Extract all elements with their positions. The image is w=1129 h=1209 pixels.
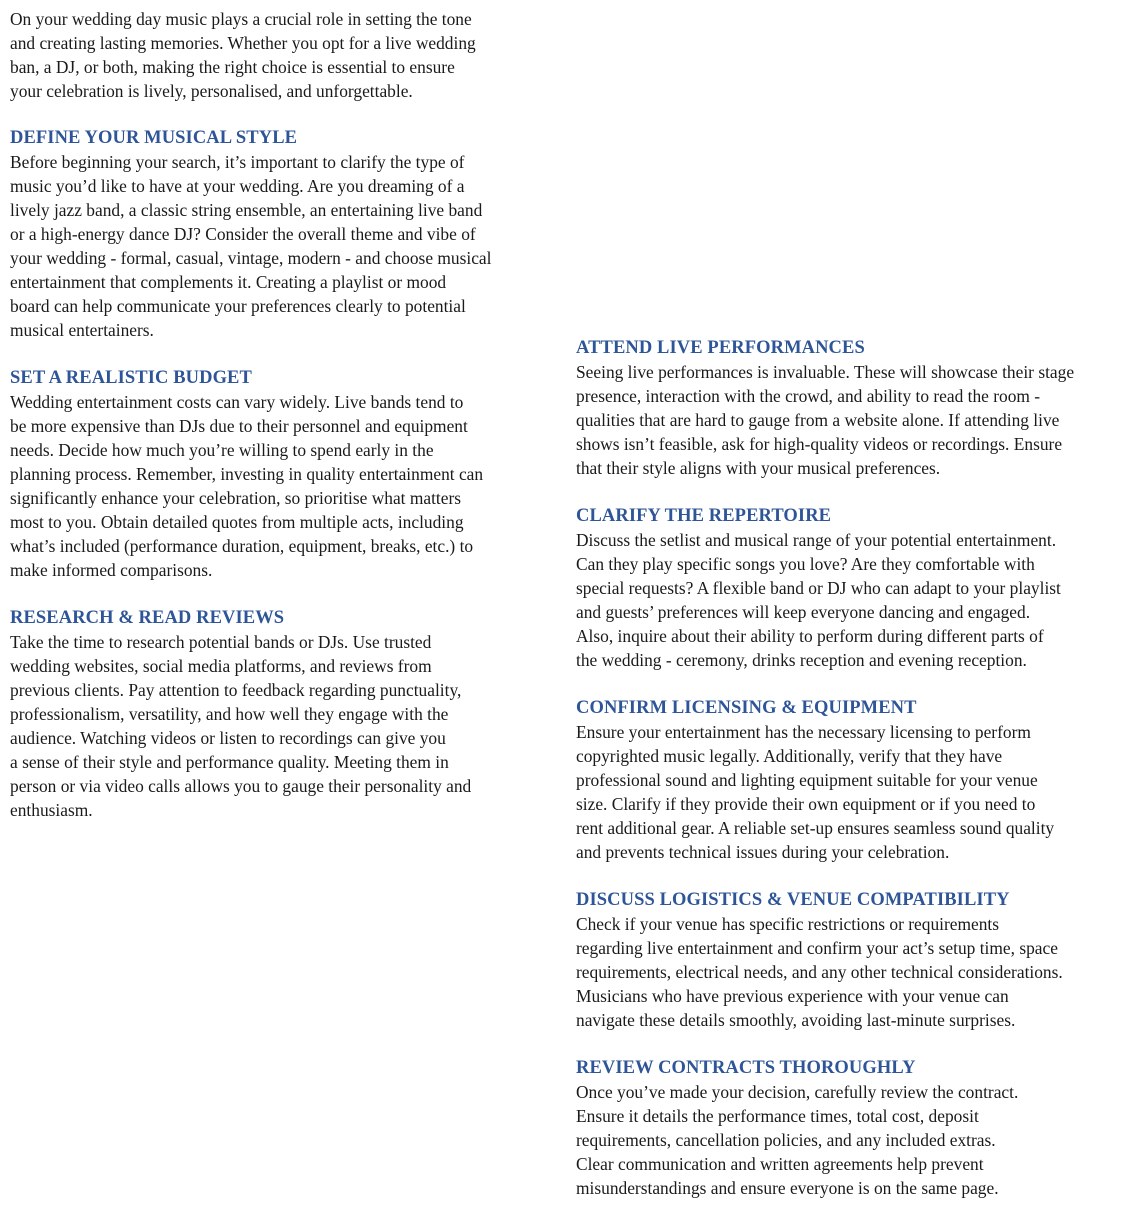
intro-section xyxy=(10,7,555,103)
section-body: Once you’ve made your decision, carefully review the contract. Ensure it details the performance times, total cost, deposit requirements, cancellation policies, and any included extras. Clear communication and written agreements help prevent misunderstandings and ensure everyone is on the same page. xyxy=(576,1082,1019,1198)
section-review-contracts xyxy=(576,1056,1124,1200)
section-body: Discuss the setlist and musical range of your potential entertainment. Can they play specific songs you love? Are they comfortable with special requests? A flexible band or DJ who can adapt to your playlist and guests’ preferences will keep everyone dancing and engaged. Also, inquire about their ability to perform during different parts of the wedding - ceremony, drinks reception and evening reception. xyxy=(576,530,1061,670)
section-body: Before beginning your search, it’s important to clarify the type of music you’d like to have at your wedding. Are you dreaming of a lively jazz band, a classic string ensemble, an entertaining live band or a high-energy dance DJ? Consider the overall theme and vibe of your wedding - formal, casual, vintage, modern - and choose musical entertainment that complements it. Creating a playlist or mood board can help communicate your preferences clearly to potential musical entertainers. xyxy=(10,152,492,340)
section-body: Seeing live performances is invaluable. These will showcase their stage presence, interaction with the crowd, and ability to read the room - qualities that are hard to gauge from a website alone. If attending live shows isn’t feasible, ask for high-quality videos or recordings. Ensure that their style aligns with your musical preferences. xyxy=(576,362,1075,478)
section-heading: DEFINE YOUR MUSICAL STYLE xyxy=(10,128,298,148)
section-discuss-logistics-venue xyxy=(576,888,1124,1032)
section-heading: DISCUSS LOGISTICS & VENUE COMPATIBILITY xyxy=(576,890,1010,910)
section-define-musical-style xyxy=(10,126,555,342)
section-heading: SET A REALISTIC BUDGET xyxy=(10,368,252,388)
intro-paragraph: On your wedding day music plays a crucial role in setting the tone and creating lasting memories. Whether you opt for a live wedding ban, a DJ, or both, making the right choice is essential to ensure your celebration is lively, personalised, and unforgettable. xyxy=(10,9,476,101)
section-body: Take the time to research potential bands or DJs. Use trusted wedding websites, social media platforms, and reviews from previous clients. Pay attention to feedback regarding punctuality, professionalism, versatility, and how well they engage with the audience. Watching videos or listen to recordings can give you a sense of their style and performance quality. Meeting them in person or via video calls allows you to gauge their personality and enthusiasm. xyxy=(10,632,472,820)
section-clarify-repertoire xyxy=(576,504,1124,672)
section-heading: CONFIRM LICENSING & EQUIPMENT xyxy=(576,698,917,718)
section-body: Check if your venue has specific restrictions or requirements regarding live entertainment and confirm your act’s setup time, space requirements, electrical needs, and any other technical considerations. Musicians who have previous experience with your venue can navigate these details smoothly, avoiding last-minute surprises. xyxy=(576,914,1063,1030)
section-body: Ensure your entertainment has the necessary licensing to perform copyrighted music legally. Additionally, verify that they have professional sound and lighting equipment suitable for your venue size. Clarify if they provide their own equipment or if you need to rent additional gear. A reliable set-up ensures seamless sound quality and prevents technical issues during your celebration. xyxy=(576,722,1055,862)
section-heading: ATTEND LIVE PERFORMANCES xyxy=(576,338,865,358)
section-heading: CLARIFY THE REPERTOIRE xyxy=(576,506,832,526)
section-set-realistic-budget xyxy=(10,366,555,582)
section-heading: REVIEW CONTRACTS THOROUGHLY xyxy=(576,1058,916,1078)
section-heading: RESEARCH & READ REVIEWS xyxy=(10,608,285,628)
section-body: Wedding entertainment costs can vary widely. Live bands tend to be more expensive than DJs due to their personnel and equipment needs. Decide how much you’re willing to spend early in the planning process. Remember, investing in quality entertainment can significantly enhance your celebration, so prioritise what matters most to you. Obtain detailed quotes from multiple acts, including what’s included (performance duration, equipment, breaks, etc.) to make informed comparisons. xyxy=(10,392,484,580)
section-attend-live-performances xyxy=(576,336,1124,480)
section-confirm-licensing-equipment xyxy=(576,696,1124,864)
section-research-read-reviews xyxy=(10,606,555,822)
